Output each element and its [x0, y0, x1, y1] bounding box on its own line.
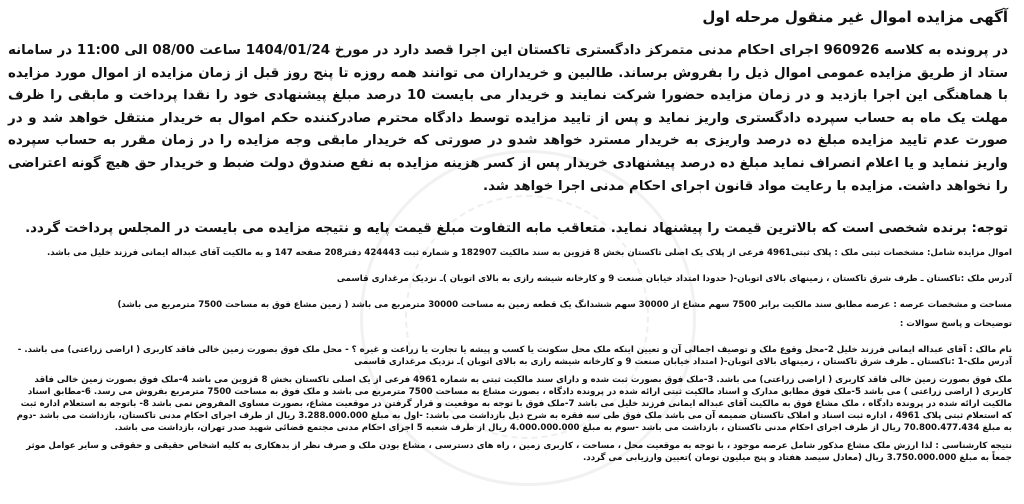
page-title: آگهی مزایده اموال غیر منقول مرحله اول: [702, 8, 1008, 26]
property-area: مساحت و مشخصات عرصه : عرصه مطابق سند مالکیت برابر 7500 سهم مشاع از 30000 سهم ششدانگ یک قطعه زمین به مساحت 30000 مترمربع می باشد ( زمین مشاع فوق به مساحت 7500 مترمربع می باشد): [117, 300, 1012, 310]
property-address: آدرس ملک :تاکستان ـ طرف شرق تاکستان ، زمینهای بالای اتوبان-( حدودا امتداد خیابان صنعت 9 و کارخانه شیشه رازی به بالای اتوبان )ـ نزدیک مرغداری قاسمی: [336, 274, 1012, 284]
qa-item-3: نتیجه کارشناسی : لذا ارزش ملک مشاع مذکور شامل عرصه موجود ، با توجه به موقعیت محل ، مساحت ، کاربری زمین ، راه های دسترسی ، مشاع بودن ملک و صرف نظر از بدهکاری به کلیه اشخاص حقیقی و حقوقی و سایر عوامل موثر جمعاً به مبلغ 3.750.000.000 ریال (معادل سیصد هفتاد و پنج میلیون تومان )تعیین وارزیابی می گردد.: [26, 441, 1012, 463]
details-section: [8, 247, 1012, 464]
notice-paragraph: توجه: برنده شخصی است که بالاترین قیمت را پیشنهاد نماید. متعاقب مابه التفاوت مبلغ قیمت پایه و نتیجه مزایده می بایست در المجلس پرداخت گردد.: [25, 221, 1008, 236]
explanations-heading: توضیحات و پاسخ سوالات :: [899, 319, 1012, 329]
qa-item-1: نام مالک : آقای عبداله ایمانی فرزند خلیل 2-محل وقوع ملک و توصیف اجمالی آن و تعیین اینکه ملک محل سکونت یا کسب و پیشه یا تجارت یا زراعت و غیره ؟ - محل ملک فوق بصورت زمین خالی فاقد کاربری ( اراضی زراعتی) می باشد. - آدرس ملک-1 :تاکستان ـ طرف شرق تاکستان ، زمینهای بالای اتوبان-( امتداد خیابان صنعت 9 و کارخانه شیشه رازی به بالای اتوبان )ـ نزدیک مرغداری قاسمی: [17, 345, 1012, 367]
intro-paragraph: در پرونده به کلاسه 960926 اجرای احکام مدنی متمرکز دادگستری تاکستان این اجرا قصد دارد در مورخ 1404/01/24 ساعت 08/00 الی 11:00 در سامانه ستاد از طریق مزایده عمومی اموال ذیل را بفروش برساند. طالبین و خریداران می توانند همه روزه تا پنج روز قبل از زمان مزایده از اموال مورد مزایده با هماهنگی این اجرا بازدید و در زمان مزایده حضورا شرکت نمایند و خریدار می بایست 10 درصد مبلغ پیشنهادی خود را نقدا پرداخت و مابقی را ظرف مهلت یک ماه به حساب سپرده دادگستری واریز نماید و پس از تایید مزایده توسط دادگاه محترم صادرکننده حکم اموال به خریدار منتقل خواهد شد و در صورت عدم تایید مزایده مبلغ ده درصد واریزی به خریدار مسترد خواهد شدو در صورتی که خریدار مابقی وجه مزایده را در زمان مقرر به حساب سپرده واریز ننماید و یا اعلام انصراف نماید مبلغ ده درصد پیشنهادی خریدار پس از کسر هزینه مزایده به نفع صندوق دولت ضبط و خریدار حق هیچ گونه اعتراضی را نخواهد داشت. مزایده با رعایت مواد قانون اجرای احکام مدنی اجرا خواهد شد.: [8, 43, 1009, 194]
qa-item-2: ملک فوق بصورت زمین خالی فاقد کاربری ( اراضی زراعتی) می باشد. 3-ملک فوق بصورت ثبت شده و دارای سند مالکیت ثبتی به شماره 4961 فرعی از یک اصلی تاکستان بخش 8 قزوین می باشد 4-ملک فوق بصورت زمین خالی فاقد کاربری ( اراضی زراعتی ) می باشد 5-ملک فوق مطابق مدارک و اسناد مالکیت ثبتی ارائه شده در پرونده دادگاه ، بصورت مشاع به مساحت 7500 مترمربع می باشد و ملک فوق به مساحت 7500 مترمربع بفروش می رسد. 6-مطابق اسناد مالکیت ارائه شده در پرونده دادگاه ، ملک مشاع فوق به مالکیت آقای عبداله ایمانی فرزند خلیل می باشد 7-ملک فوق با توجه به موقعیت و قرار گرفتن در موقعیت مشاع، بصورت مساوی المفروض نمی باشد 8- باتوجه به استعلام اداره ثبت که استعلام ثبتی پلاک 4961 ، اداره ثبت اسناد و املاک تاکستان ضمیمه آن می باشد ملک فوق طی سه فقره به شرح ذیل بازداشت می باشد: -اول به مبلغ 3.288.000.000 ریال از طرف اجرای احکام مدنی تاکستان، بازداشت می باشد -دوم به مبلغ 70.800.477.434 ریال از طرف اجرای احکام مدنی تاکستان ، بازداشت می باشد -سوم به مبلغ 4.000.000.000 ریال از طرف شعبه 5 اجرای احکام مدنی مجتمع قضائی شهید صدر تهران، بازداشت می باشد.: [16, 375, 1012, 433]
property-info: اموال مزایده شامل: مشخصات ثبتی ملک : پلاک ثبتی4961 فرعی از پلاک یک اصلی تاکستان بخش 8 قزوین به سند مالکیت 182907 و شماره ثبت 424443 دفتر208 صفحه 147 و به مالکیت آقای عبداله ایمانی فرزند خلیل می باشد.: [47, 248, 1012, 258]
